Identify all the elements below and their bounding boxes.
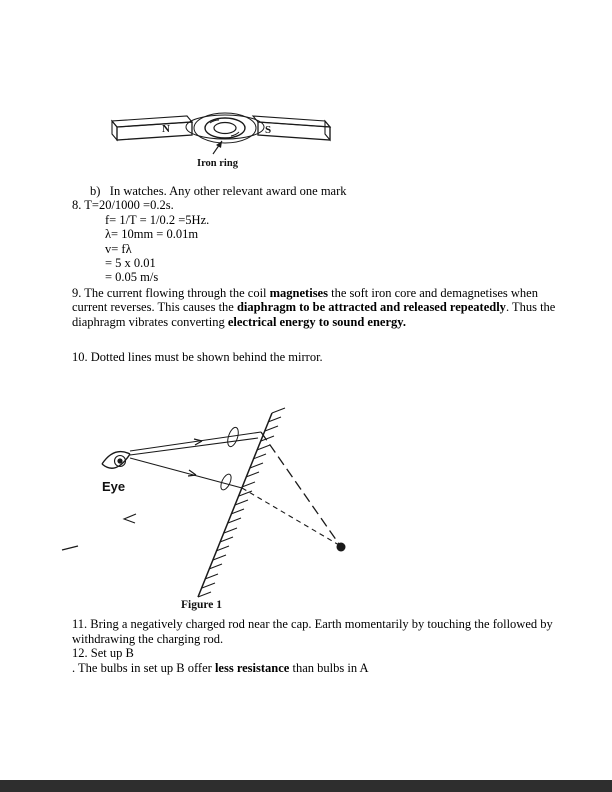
answer-11-paragraph: 11. Bring a negatively charged rod near the cap. Earth momentarily by touching the followed by withdrawing the charging rod. xyxy=(72,617,553,646)
answer-8-line1: 8. T=20/1000 =0.2s. xyxy=(72,198,174,213)
answer-8-line2: f= 1/T = 1/0.2 =5Hz. xyxy=(105,212,210,227)
answer-10-line: 10. Dotted lines must be shown behind the mirror. xyxy=(72,350,323,365)
answer-12-text: . The bulbs in set up B offer xyxy=(72,660,215,675)
mirror-hatched-line xyxy=(198,408,285,597)
eye-label: Eye xyxy=(102,479,126,494)
answer-8-line4: v= fλ xyxy=(105,241,132,256)
answer-9-bold-magnetises: magnetises xyxy=(269,285,328,300)
left-magnet-bar xyxy=(112,116,192,140)
magnet-iron-ring-figure xyxy=(110,96,340,178)
stray-sketch-marks xyxy=(62,514,136,550)
answer-8-line5: = 5 x 0.01 xyxy=(105,256,156,271)
answer-12-bold-less-resistance: less resistance xyxy=(214,660,290,675)
answer-9-text: the soft iron core and demagnetises when current reverses. This causes the xyxy=(72,285,538,315)
answer-12-line1: 12. Set up B xyxy=(72,646,134,660)
answer-8-line6: = 0.05 m/s xyxy=(105,270,159,285)
answer-12-text: than bulbs in A xyxy=(289,660,369,675)
sight-rays xyxy=(130,432,261,488)
answers-lower-block xyxy=(72,617,556,675)
answers-upper-block xyxy=(72,184,556,364)
eye-drawing xyxy=(102,452,130,469)
iron-ring-caption: Iron ring xyxy=(197,158,238,169)
scan-edge-artifact xyxy=(0,780,612,792)
answer-b-line: b) In watches. Any other relevant award one mark xyxy=(90,184,347,198)
answer-8-line3: λ= 10mm = 0.01m xyxy=(105,227,199,242)
iron-ring xyxy=(205,118,245,138)
answer-9-text: . Thus the diaphragm vibrates converting xyxy=(72,300,556,329)
north-pole-label: N xyxy=(162,123,170,135)
south-pole-label: S xyxy=(265,124,272,136)
answer-9-bold-diaphragm: diaphragm to be attracted and released repeatedly xyxy=(236,300,506,315)
answer-9-bold-energy: electrical energy to sound energy. xyxy=(227,314,406,329)
mirror-ray-figure xyxy=(58,392,358,622)
answer-12-line2 xyxy=(72,661,556,676)
answer-9-paragraph xyxy=(72,286,556,329)
figure-caption: Figure 1 xyxy=(181,599,222,611)
answer-9-text: 9. The current flowing through the coil xyxy=(72,285,270,300)
image-point-dot xyxy=(337,543,346,552)
